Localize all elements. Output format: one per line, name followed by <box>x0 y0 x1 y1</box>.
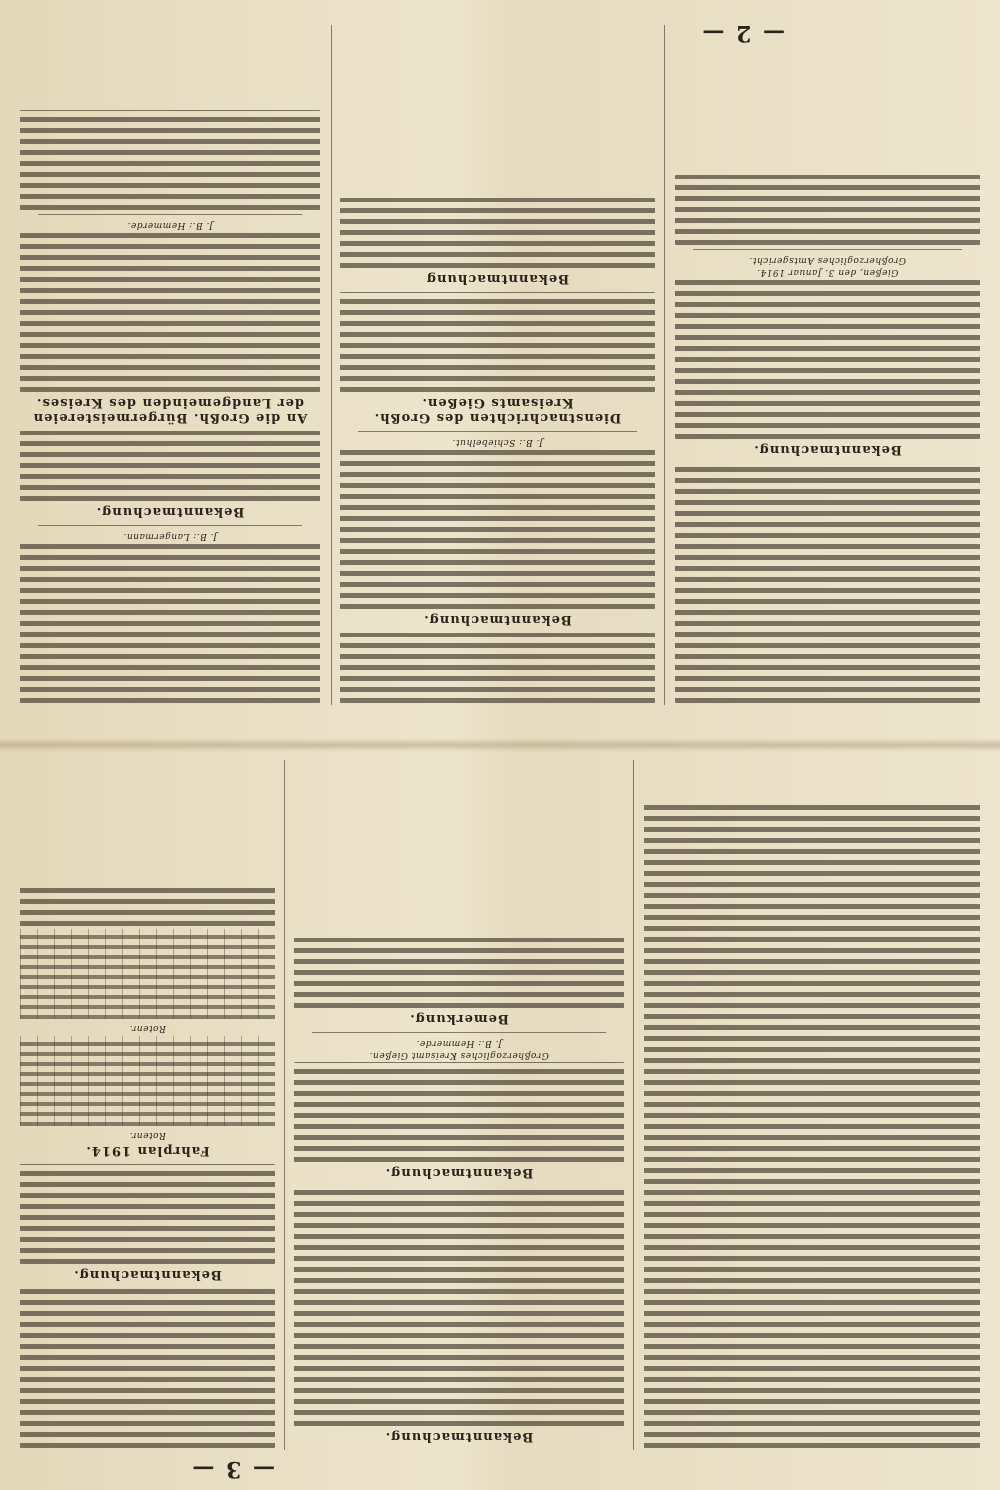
page-number-upper: — 2 — <box>700 20 785 46</box>
article-text <box>675 279 980 439</box>
divider <box>693 249 962 250</box>
article-text <box>340 449 655 609</box>
article-text <box>675 175 980 245</box>
article-text <box>340 292 655 392</box>
page-number-lower: — 3 — <box>190 1456 275 1482</box>
article-text <box>20 1288 275 1448</box>
article-text <box>20 431 320 501</box>
column-rule <box>633 760 634 1450</box>
lower-page-column-1 <box>294 760 624 1450</box>
notice-heading: Fahrplan 1914. <box>85 1143 210 1158</box>
upper-page-column-1 <box>20 45 320 705</box>
notice-heading: An die Großh. Bürgermeistereien der Landgemeinden des Kreises. <box>32 395 308 425</box>
article-text <box>644 1208 980 1448</box>
lower-page-column-2 <box>20 760 275 1450</box>
column-rule <box>331 25 332 705</box>
divider <box>38 214 302 215</box>
column-rule <box>664 25 665 705</box>
notice-heading: Bekanntmachung. <box>384 1165 534 1180</box>
timetable <box>20 1036 275 1126</box>
lower-page-column-3 <box>644 760 980 1450</box>
notice-heading: Bekanntmachung. <box>73 1267 222 1282</box>
notice-signature: Großherzogliches Kreisamt Gießen. <box>369 1050 549 1060</box>
article-text <box>340 198 655 268</box>
notice-signature: J. B.: Hemmerde. <box>416 1038 502 1048</box>
notice-signature: J. B.: Schiebelhut. <box>452 437 543 447</box>
notice-heading: Bekanntmachung. <box>384 1429 534 1444</box>
article-text <box>675 463 980 703</box>
article-text <box>20 110 320 210</box>
notice-heading: Bekanntmachung. <box>423 612 572 627</box>
article-text <box>20 1164 275 1264</box>
article-text <box>20 232 320 392</box>
notice-signature: J. B.: Hemmerde. <box>127 220 213 230</box>
page-fold <box>0 738 1000 752</box>
notice-heading: Bekanntmachung. <box>95 504 245 519</box>
notice-heading: Dienstnachrichten des Großh. Kreisamts Gießen. <box>373 395 622 425</box>
article-text <box>20 543 320 703</box>
column-rule <box>284 760 285 1450</box>
article-text <box>340 633 655 703</box>
notice-heading: Bekanntmachung <box>425 271 570 286</box>
article-text <box>294 938 624 1008</box>
divider <box>312 1032 606 1033</box>
notice-signature: Großherzogliches Amtsgericht. <box>748 255 907 265</box>
upper-page-column-2 <box>340 45 655 705</box>
notice-heading: Bemerkung. <box>409 1011 509 1026</box>
article-text <box>294 1186 624 1426</box>
article-text <box>20 882 275 926</box>
timetable <box>20 929 275 1019</box>
upper-page-column-3 <box>675 45 980 705</box>
article-text <box>644 804 980 964</box>
notice-heading: Bekanntmachung. <box>753 442 902 457</box>
divider <box>358 431 637 432</box>
table-caption: Rotenr. <box>129 1023 166 1033</box>
notice-place-date: Gießen, den 3. Januar 1914. <box>756 267 899 277</box>
table-caption: Rotenr. <box>129 1130 166 1140</box>
article-text <box>294 1062 624 1162</box>
divider <box>38 525 302 526</box>
article-text <box>644 966 980 1206</box>
notice-signature: J. B.: Langermann. <box>123 531 217 541</box>
